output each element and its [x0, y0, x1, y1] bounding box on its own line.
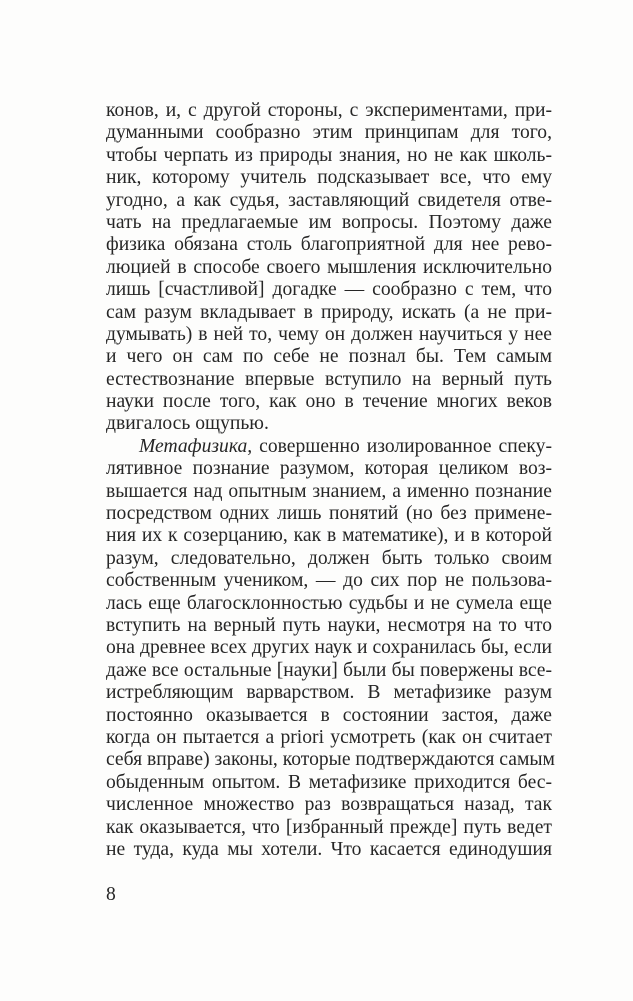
text-line: собственным учеником, — до сих пор не пользова-	[106, 570, 552, 592]
text-line: угодно, а как судья, заставляющий свидетеля отве-	[106, 189, 552, 211]
text-line: посредством одних лишь понятий (но без примене-	[106, 503, 552, 525]
text-line: конов, и, с другой стороны, с экспериментами, при-	[106, 100, 552, 121]
text-line: и чего он сам по себе не познал бы. Тем самым	[106, 346, 552, 368]
text-line: обыденным опытом. В метафизике приходится бес-	[106, 771, 552, 793]
text-line: ния их к созерцанию, как в математике), и в которой	[106, 525, 552, 547]
paragraph-end-line: двигалось ощупью.	[106, 413, 269, 435]
text-line: разум, следовательно, должен быть только своим	[106, 547, 552, 569]
text-line: лятивное познание разумом, которая целиком воз-	[106, 458, 552, 480]
text-fragment: совершенно изолированное спеку-	[252, 435, 552, 457]
text-line: ник, которому учитель подсказывает все, что ему	[106, 167, 552, 189]
text-line: чать на предлагаемые им вопросы. Поэтому даже	[106, 211, 552, 233]
text-line: она древнее всех других наук и сохранилась бы, если	[106, 637, 552, 659]
text-line: себя вправе) законы, которые подтверждаются самым	[106, 749, 555, 771]
text-line: численное множество раз возвращаться назад, так	[106, 794, 552, 816]
text-line: вступить на верный путь науки, несмотря на то что	[106, 614, 552, 636]
text-line: даже все остальные [науки] были бы повержены все-	[106, 659, 552, 681]
text-line: истребляющим варварством. В метафизике разум	[106, 682, 552, 704]
paragraph-start-line	[106, 436, 552, 458]
text-line: чтобы черпать из природы знания, но не как школь-	[106, 144, 552, 166]
text-line: лишь [счастливой] догадке — сообразно с тем, что	[106, 279, 552, 301]
text-line: науки после того, как оно в течение многих веков	[106, 391, 552, 413]
text-line: люцией в способе своего мышления исключительно	[106, 256, 552, 278]
text-line: когда он пытается a priori усмотреть (как он считает	[106, 726, 552, 748]
text-line: вышается над опытным знанием, а именно познание	[106, 480, 552, 502]
text-line: как оказывается, что [избранный прежде] путь ведет	[106, 816, 552, 838]
page-number: 8	[106, 884, 116, 905]
text-line: естествознание впервые вступило на верный путь	[106, 368, 552, 390]
text-line: не туда, куда мы хотели. Что касается единодушия	[106, 838, 552, 860]
text-line: думывать) в ней то, чему он должен научиться у нее	[106, 323, 552, 345]
text-line: физика обязана столь благоприятной для нее рево-	[106, 234, 552, 256]
text-line: думанными сообразно этим принципам для того,	[106, 122, 552, 144]
page-body-text	[106, 100, 555, 861]
text-line: сам разум вкладывает в природу, искать (а не при-	[106, 301, 552, 323]
text-line: лась еще благосклонностью судьбы и не сумела еще	[106, 592, 552, 614]
text-line: постоянно оказывается в состоянии застоя, даже	[106, 704, 552, 726]
italic-term: Метафизика,	[139, 435, 253, 457]
